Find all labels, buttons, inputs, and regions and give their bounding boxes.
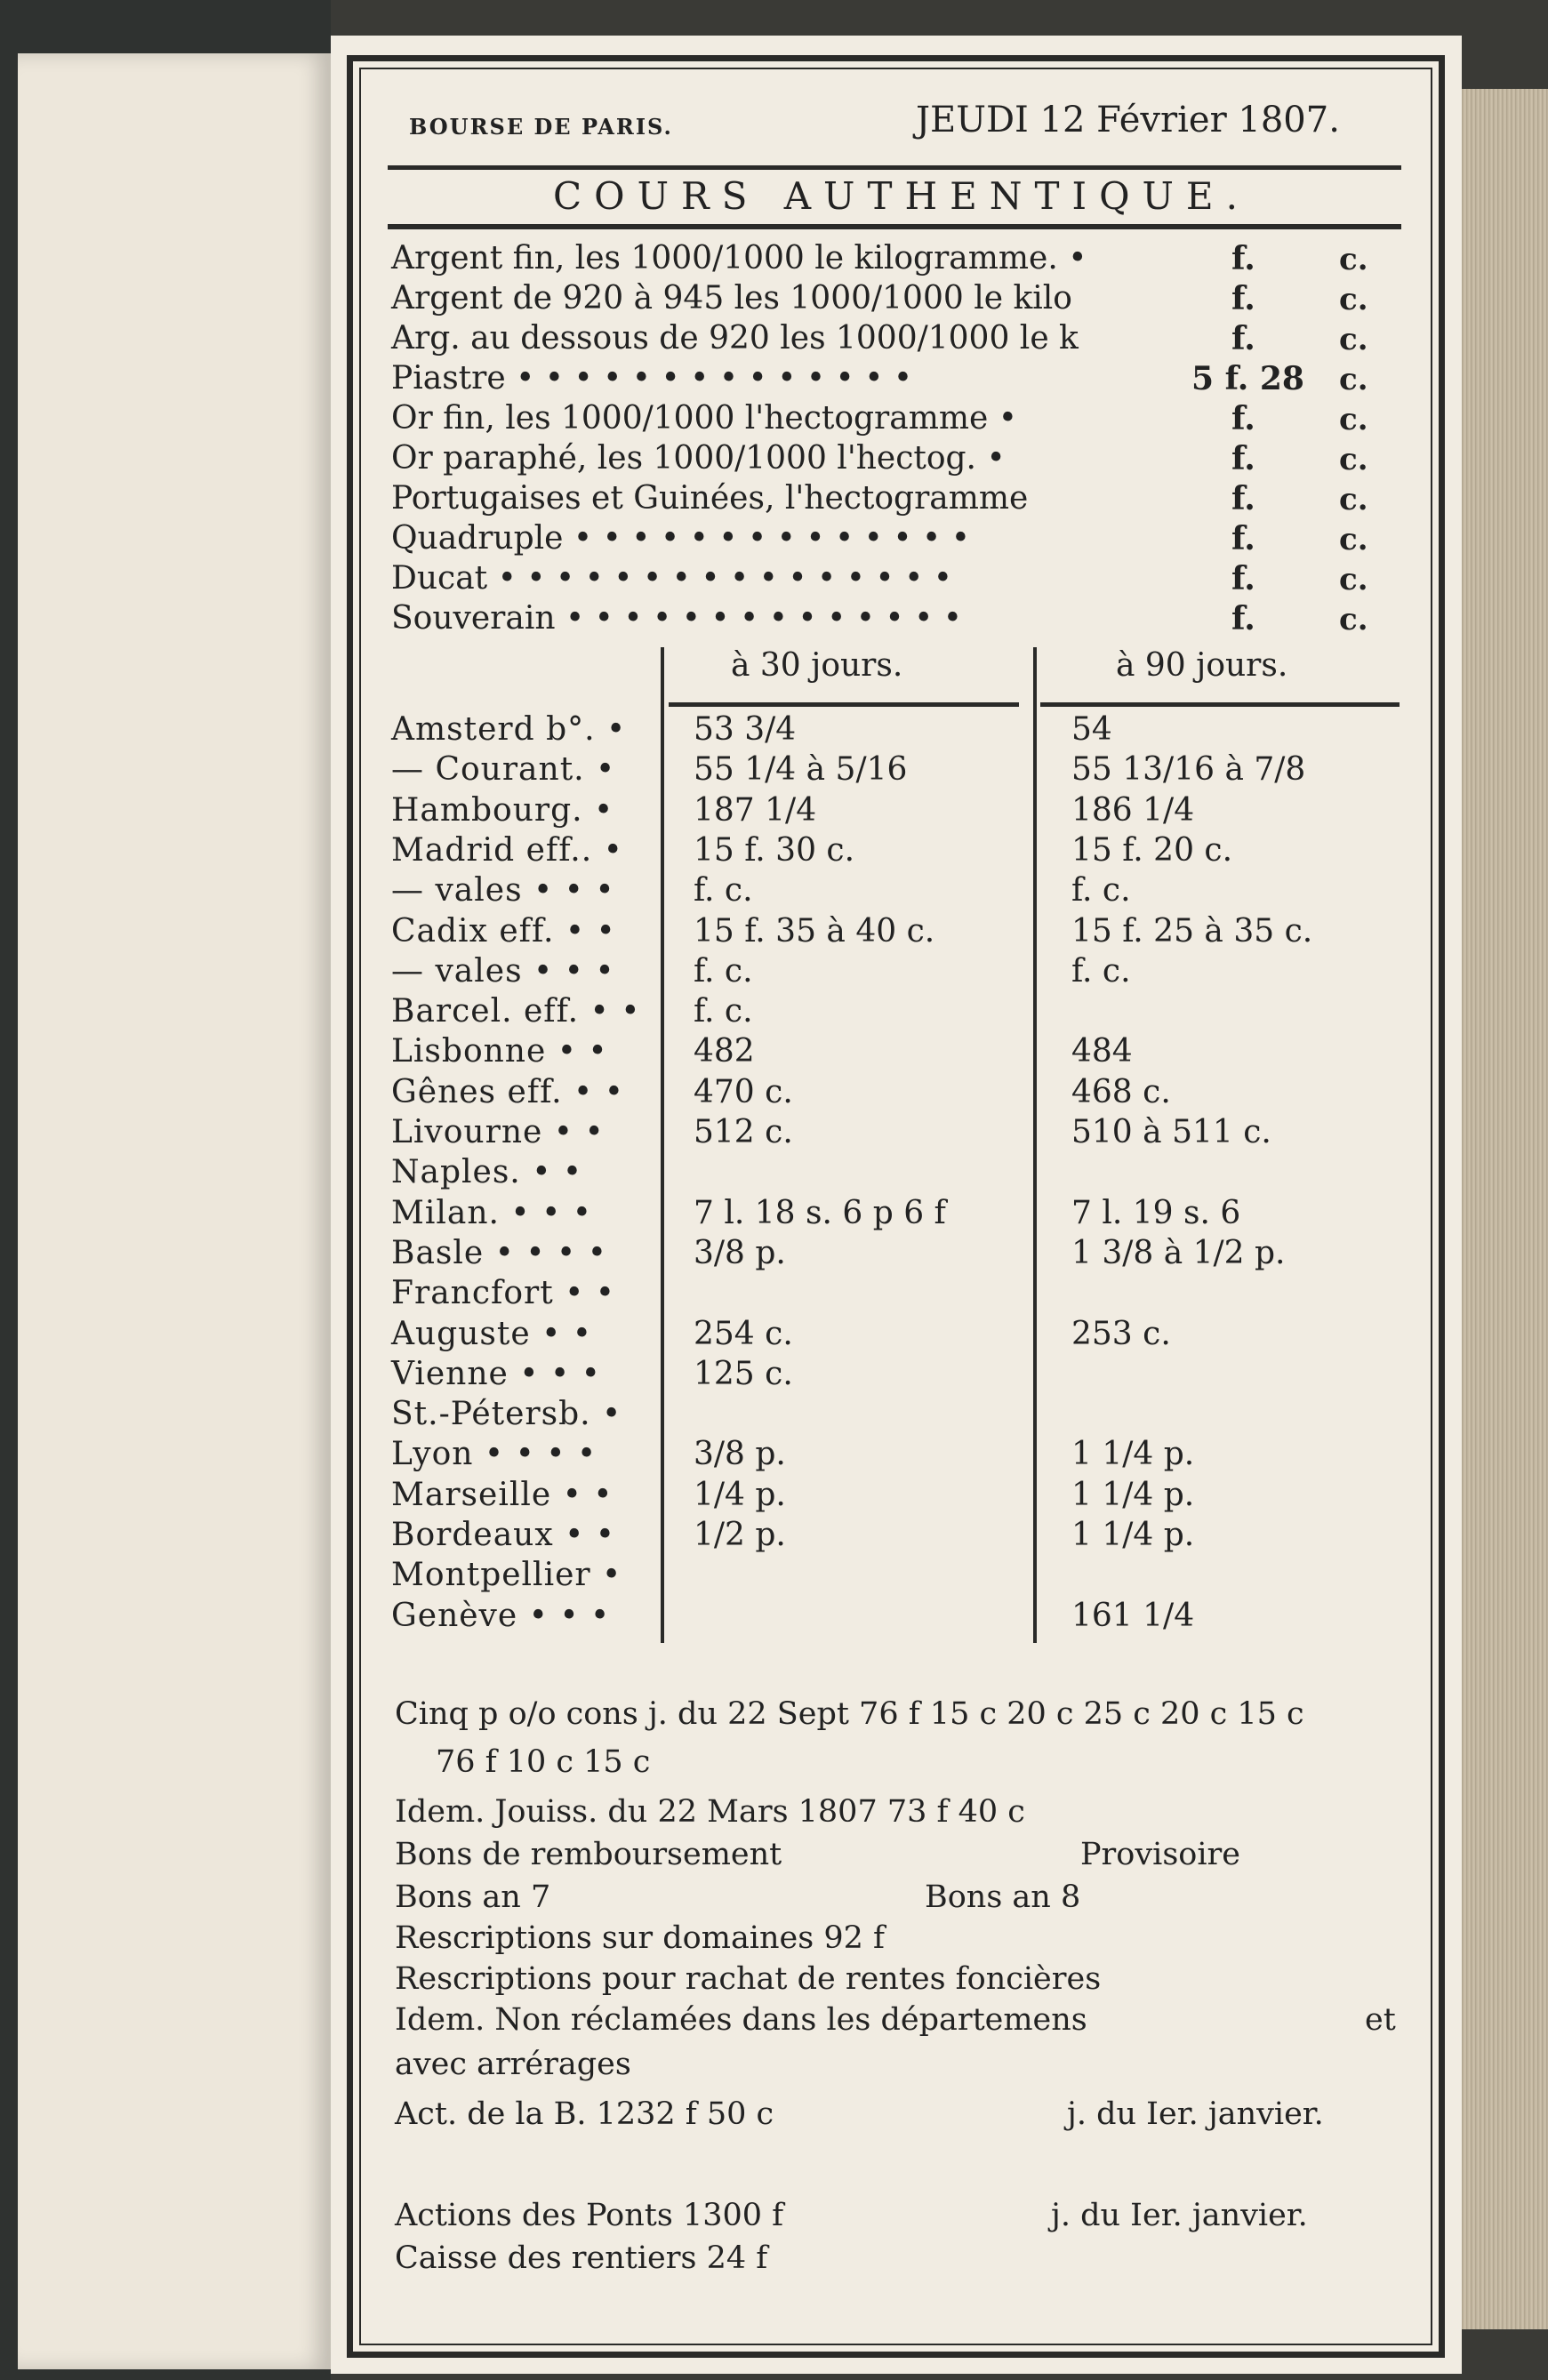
- metal-c: c.: [1339, 602, 1368, 637]
- metal-label: Or fin, les 1000/1000 l'hectogramme •: [391, 400, 1017, 437]
- header-rule: [388, 165, 1401, 170]
- bons-an-8: Bons an 8: [925, 1879, 1081, 1915]
- column-divider-2: [1033, 647, 1037, 1643]
- metal-label: Portugaises et Guinées, l'hectogramme: [391, 480, 1029, 517]
- header-left: BOURSE DE PARIS.: [409, 114, 673, 140]
- rate-90-days: 1 1/4 p.: [1071, 1436, 1195, 1472]
- metal-c: c.: [1339, 442, 1368, 477]
- exchange-city: Madrid eff.. •: [391, 832, 623, 869]
- metal-c: c.: [1339, 322, 1368, 357]
- rate-90-days: 55 13/16 à 7/8: [1071, 751, 1306, 788]
- actions-banque: Act. de la B. 1232 f 50 c: [395, 2096, 774, 2132]
- exchange-city: Basle • • • •: [391, 1235, 607, 1271]
- rate-30-days: 482: [694, 1033, 755, 1070]
- exchange-city: Gênes eff. • •: [391, 1074, 624, 1110]
- rate-90-days: 15 f. 20 c.: [1071, 832, 1233, 869]
- exchange-city: St.-Pétersb. •: [391, 1396, 622, 1432]
- rate-30-days: 254 c.: [694, 1316, 793, 1352]
- metal-c: c.: [1339, 402, 1368, 437]
- metal-f: f.: [1231, 240, 1255, 277]
- provisoire: Provisoire: [1080, 1837, 1240, 1872]
- metal-f: f.: [1231, 480, 1255, 517]
- rate-30-days: 7 l. 18 s. 6 p 6 f: [694, 1195, 946, 1231]
- exchange-city: Marseille • •: [391, 1477, 614, 1513]
- metal-f: f.: [1231, 280, 1255, 317]
- rate-30-days: 125 c.: [694, 1356, 793, 1392]
- exchange-city: Vienne • • •: [391, 1356, 601, 1392]
- metal-c: c.: [1339, 362, 1368, 397]
- col-header-rule-1: [669, 702, 1019, 707]
- rate-90-days: 1 1/4 p.: [1071, 1517, 1195, 1553]
- exchange-city: Genève • • •: [391, 1598, 611, 1634]
- rate-30-days: 1/4 p.: [694, 1477, 786, 1513]
- rate-30-days: 470 c.: [694, 1074, 793, 1110]
- rate-30-days: 15 f. 35 à 40 c.: [694, 913, 935, 950]
- rate-90-days: f. c.: [1071, 872, 1131, 909]
- cinq-line-1: Cinq p o/o cons j. du 22 Sept 76 f 15 c 20 c 25 c 20 c 15 c: [395, 1696, 1304, 1732]
- exchange-city: Amsterd b°. •: [391, 711, 627, 748]
- rate-30-days: 53 3/4: [694, 711, 797, 748]
- cinq-line-2: 76 f 10 c 15 c: [436, 1744, 651, 1780]
- rate-30-days: 3/8 p.: [694, 1436, 786, 1472]
- metal-f: f.: [1231, 600, 1255, 637]
- rate-90-days: 15 f. 25 à 35 c.: [1071, 913, 1313, 950]
- jouissance-2: j. du Ier. janvier.: [1051, 2198, 1308, 2233]
- idem-non-reclamees: Idem. Non réclamées dans les départemens: [395, 2002, 1087, 2038]
- metal-label: Arg. au dessous de 920 les 1000/1000 le k: [391, 320, 1079, 357]
- column-divider-1: [661, 647, 664, 1643]
- metal-c: c.: [1339, 282, 1368, 317]
- left-page: [18, 53, 333, 2369]
- metal-c: c.: [1339, 522, 1368, 557]
- rate-30-days: 1/2 p.: [694, 1517, 786, 1553]
- exchange-city: — vales • • •: [391, 953, 615, 990]
- avec-arrerages: avec arrérages: [395, 2047, 631, 2082]
- rate-90-days: 253 c.: [1071, 1316, 1171, 1352]
- col-header-30: à 30 jours.: [731, 647, 903, 684]
- exchange-city: Barcel. eff. • •: [391, 993, 641, 1030]
- exchange-city: Montpellier •: [391, 1557, 622, 1593]
- rate-90-days: 484: [1071, 1033, 1133, 1070]
- exchange-city: Cadix eff. • •: [391, 913, 616, 950]
- metal-f: f.: [1231, 520, 1255, 557]
- metal-label: Souverain • • • • • • • • • • • • • •: [391, 600, 963, 637]
- col-header-90: à 90 jours.: [1116, 647, 1288, 684]
- exchange-city: — Courant. •: [391, 751, 616, 788]
- rate-30-days: 187 1/4: [694, 792, 817, 829]
- rate-30-days: 512 c.: [694, 1114, 793, 1150]
- metal-c: c.: [1339, 562, 1368, 597]
- rate-30-days: 15 f. 30 c.: [694, 832, 855, 869]
- col-header-rule-2: [1040, 702, 1400, 707]
- rate-30-days: 55 1/4 à 5/16: [694, 751, 908, 788]
- metal-label: Argent fin, les 1000/1000 le kilogramme. •: [391, 240, 1087, 276]
- actions-ponts: Actions des Ponts 1300 f: [395, 2198, 784, 2233]
- metal-label: Ducat • • • • • • • • • • • • • • • •: [391, 560, 952, 597]
- header-date: JEUDI 12 Février 1807.: [916, 100, 1340, 140]
- metal-label: Piastre • • • • • • • • • • • • • •: [391, 360, 913, 397]
- exchange-city: — vales • • •: [391, 872, 615, 909]
- rate-90-days: 1 1/4 p.: [1071, 1477, 1195, 1513]
- caisse-rentiers: Caisse des rentiers 24 f: [395, 2240, 768, 2276]
- metal-label: Quadruple • • • • • • • • • • • • • •: [391, 520, 970, 557]
- title-rule: [388, 224, 1401, 229]
- rate-90-days: 1 3/8 à 1/2 p.: [1071, 1235, 1286, 1271]
- exchange-city: Livourne • •: [391, 1114, 605, 1150]
- rescriptions-rachat: Rescriptions pour rachat de rentes foncières: [395, 1961, 1102, 1997]
- rate-90-days: 510 à 511 c.: [1071, 1114, 1271, 1150]
- exchange-city: Hambourg. •: [391, 792, 614, 829]
- metal-f: 5 f. 28: [1191, 360, 1304, 397]
- metal-label: Or paraphé, les 1000/1000 l'hectog. •: [391, 440, 1006, 477]
- page-title: COURS AUTHENTIQUE.: [553, 174, 1250, 218]
- page-edges: [1458, 89, 1548, 2329]
- rate-90-days: 468 c.: [1071, 1074, 1171, 1110]
- metal-f: f.: [1231, 320, 1255, 357]
- rate-90-days: f. c.: [1071, 953, 1131, 990]
- metal-c: c.: [1339, 242, 1368, 277]
- metal-f: f.: [1231, 440, 1255, 477]
- rate-90-days: 54: [1071, 711, 1112, 748]
- rate-90-days: 161 1/4: [1071, 1598, 1195, 1634]
- exchange-city: Francfort • •: [391, 1275, 616, 1311]
- rate-30-days: f. c.: [694, 993, 753, 1030]
- exchange-city: Milan. • • •: [391, 1195, 593, 1231]
- exchange-city: Auguste • •: [391, 1316, 593, 1352]
- bons-remboursement: Bons de remboursement: [395, 1837, 782, 1872]
- metal-label: Argent de 920 à 945 les 1000/1000 le kilo: [391, 280, 1072, 317]
- rate-30-days: f. c.: [694, 872, 753, 909]
- metal-f: f.: [1231, 400, 1255, 437]
- metal-f: f.: [1231, 560, 1255, 597]
- rate-90-days: 7 l. 19 s. 6: [1071, 1195, 1241, 1231]
- et-word: et: [1365, 2002, 1396, 2038]
- exchange-city: Lyon • • • •: [391, 1436, 598, 1472]
- rate-30-days: f. c.: [694, 953, 753, 990]
- metal-c: c.: [1339, 482, 1368, 517]
- rescriptions-domaines: Rescriptions sur domaines 92 f: [395, 1920, 885, 1956]
- exchange-city: Naples. • •: [391, 1154, 583, 1190]
- jouissance-1: j. du Ier. janvier.: [1067, 2096, 1324, 2132]
- exchange-city: Lisbonne • •: [391, 1033, 608, 1070]
- idem-jouiss: Idem. Jouiss. du 22 Mars 1807 73 f 40 c: [395, 1794, 1025, 1830]
- exchange-city: Bordeaux • •: [391, 1517, 615, 1553]
- bons-an-7: Bons an 7: [395, 1879, 551, 1915]
- rate-90-days: 186 1/4: [1071, 792, 1195, 829]
- rate-30-days: 3/8 p.: [694, 1235, 786, 1271]
